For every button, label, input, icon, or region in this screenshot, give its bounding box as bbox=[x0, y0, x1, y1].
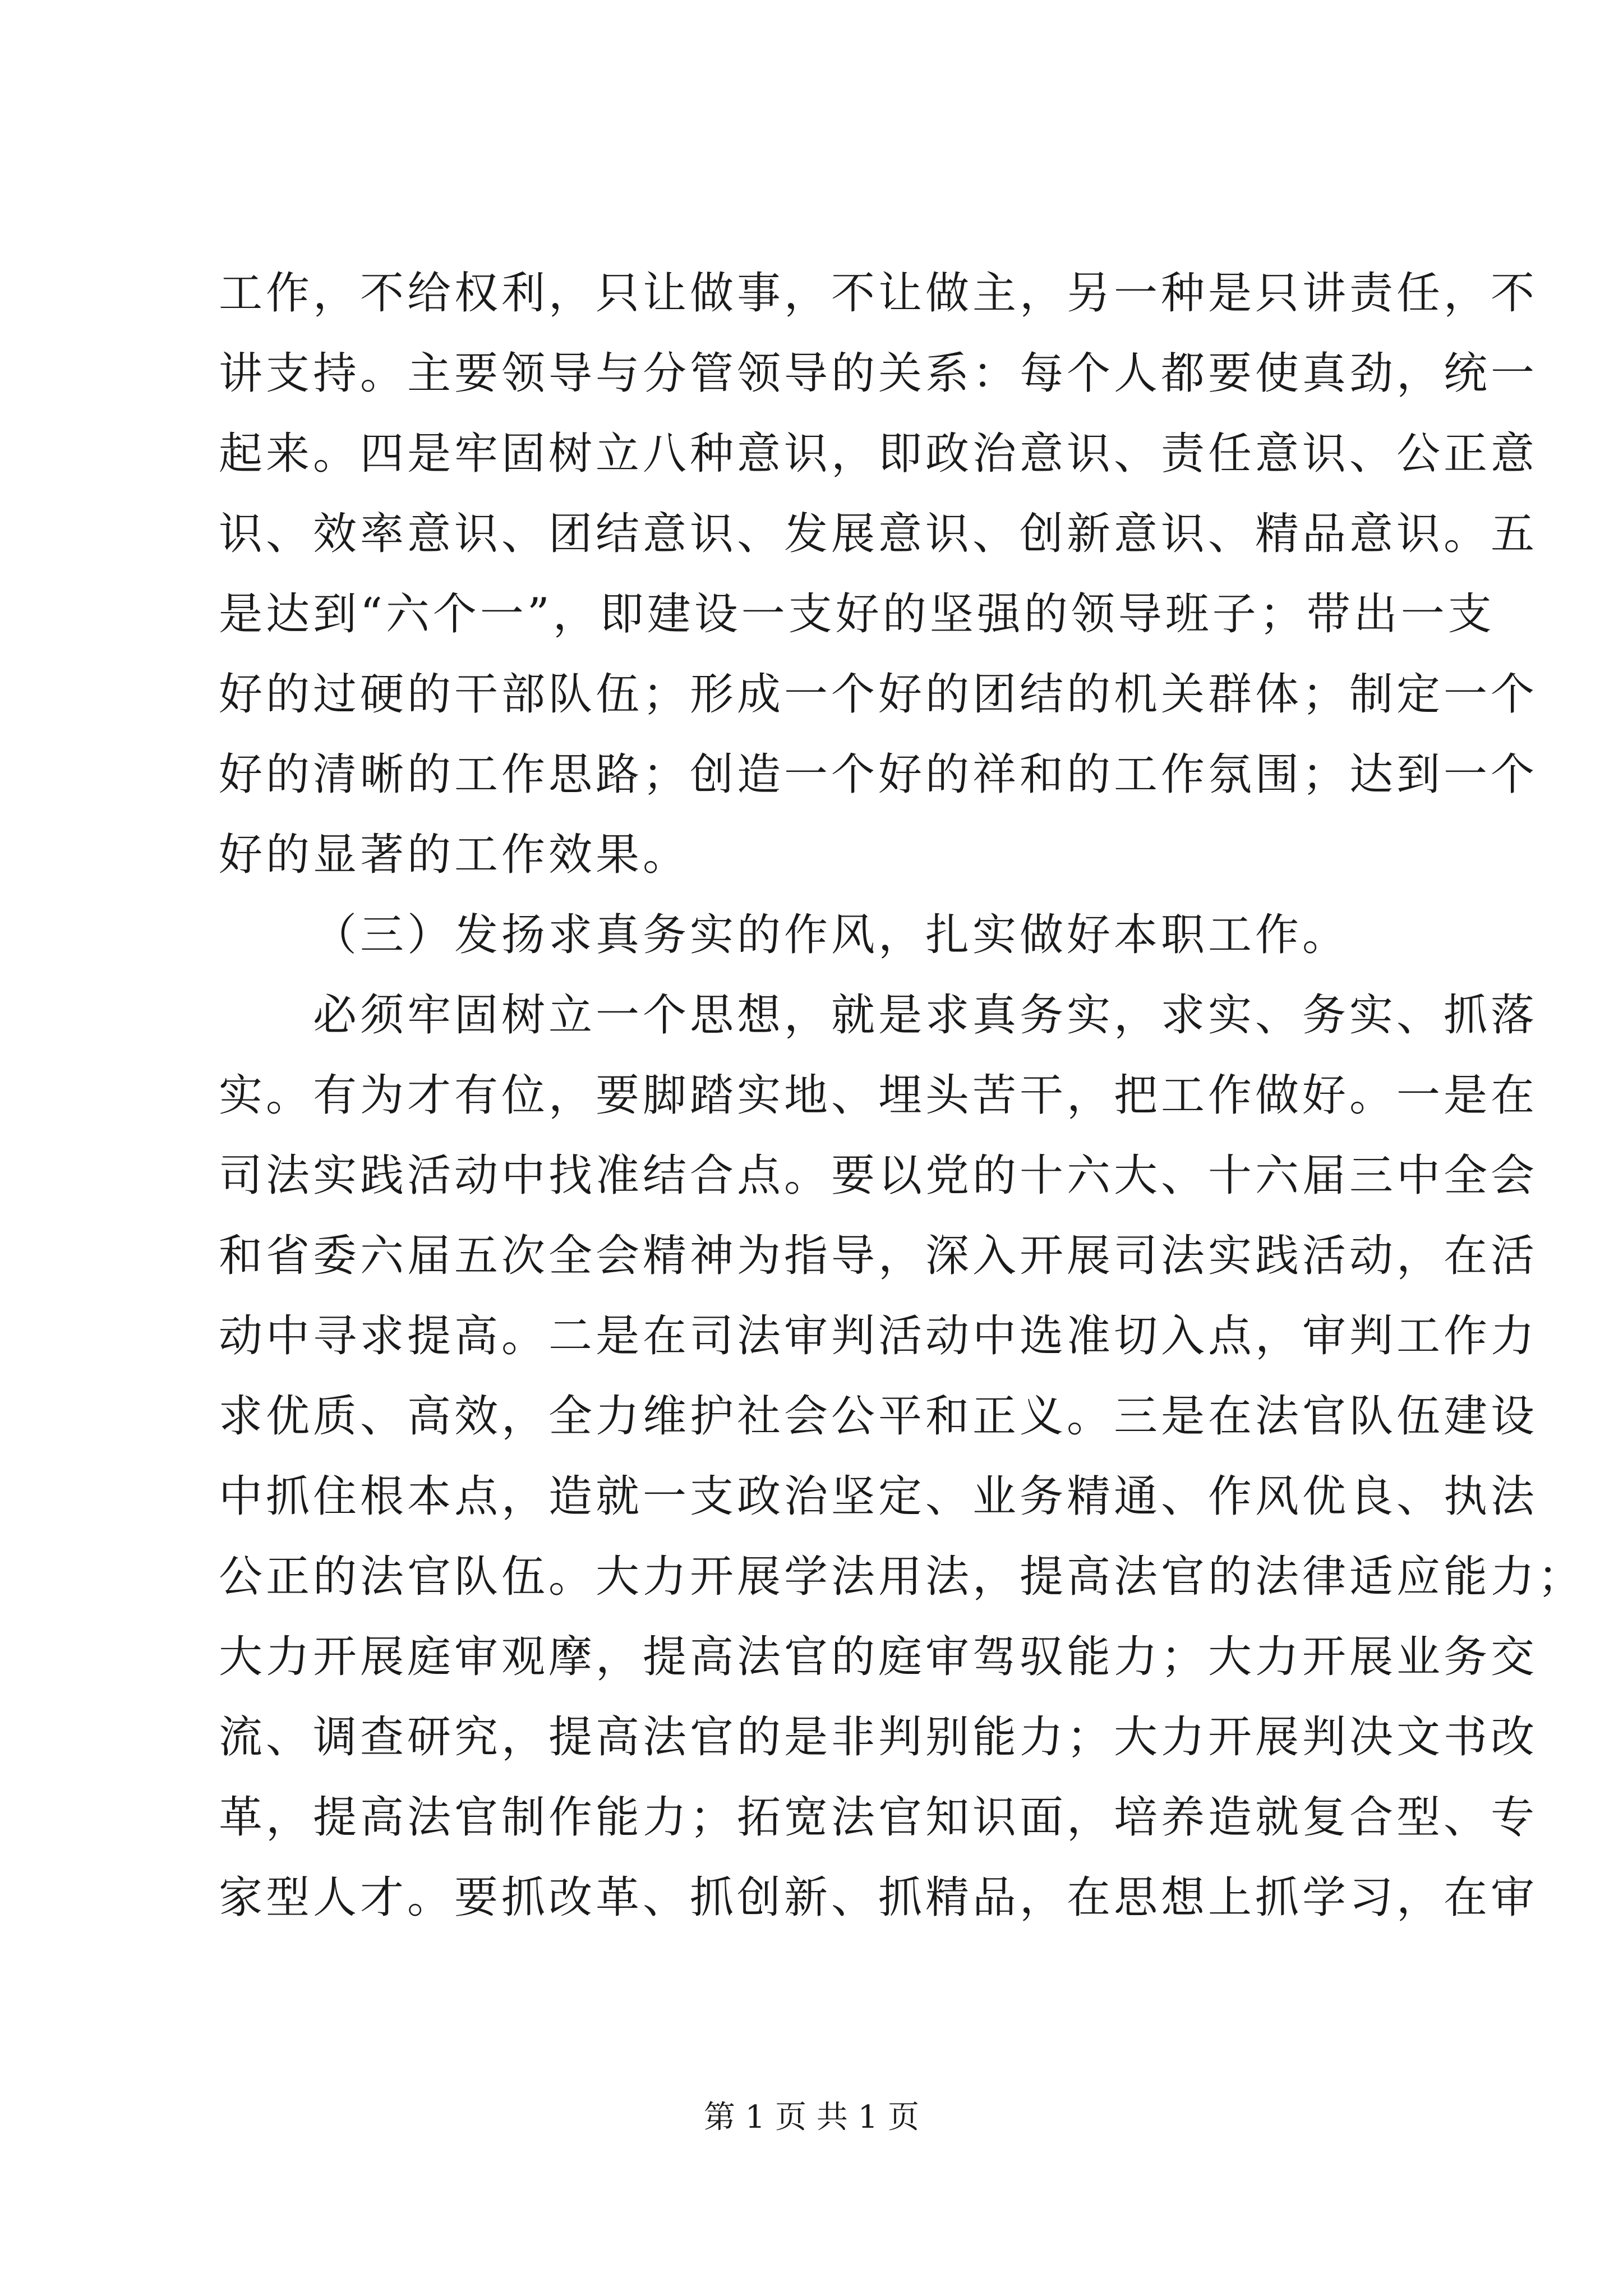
text-line: 司法实践活动中找准结合点。要以党的十六大、十六届三中全会 bbox=[219, 1151, 1538, 1201]
text-line: 革，提高法官制作能力；拓宽法官知识面，培养造就复合型、专 bbox=[219, 1792, 1538, 1843]
page-footer bbox=[0, 2095, 1623, 2140]
text-line: 家型人才。要抓改革、抓创新、抓精品，在思想上抓学习，在审 bbox=[219, 1872, 1538, 1923]
page-number: 第 1 页 共 1 页 bbox=[703, 2099, 920, 2136]
text-line: 好的显著的工作效果。 bbox=[219, 830, 690, 880]
text-line: 动中寻求提高。二是在司法审判活动中选准切入点，审判工作力 bbox=[219, 1311, 1538, 1361]
text-line: 识、效率意识、团结意识、发展意识、创新意识、精品意识。五 bbox=[219, 509, 1538, 559]
text-line: 求优质、高效，全力维护社会公平和正义。三是在法官队伍建设 bbox=[219, 1391, 1538, 1442]
text-line: 好的过硬的干部队伍；形成一个好的团结的机关群体；制定一个 bbox=[219, 669, 1538, 720]
text-line: 流、调查研究，提高法官的是非判别能力；大力开展判决文书改 bbox=[219, 1712, 1538, 1763]
section-heading: （三）发扬求真务实的作风，扎实做好本职工作。 bbox=[313, 910, 1350, 960]
text-line: 公正的法官队伍。大力开展学法用法，提高法官的法律适应能力； bbox=[219, 1552, 1585, 1602]
paragraph-first-line: 必须牢固树立一个思想，就是求真务实，求实、务实、抓落 bbox=[313, 990, 1538, 1041]
text-line: 是达到“六个一”，即建设一支好的坚强的领导班子；带出一支 bbox=[219, 589, 1495, 639]
text-line: 实。有为才有位，要脚踏实地、埋头苦干，把工作做好。一是在 bbox=[219, 1070, 1538, 1121]
text-line: 工作，不给权利，只让做事，不让做主，另一种是只讲责任，不 bbox=[219, 268, 1538, 319]
text-line: 和省委六届五次全会精神为指导，深入开展司法实践活动，在活 bbox=[219, 1231, 1538, 1281]
document-body bbox=[219, 254, 1585, 1938]
text-line: 好的清晰的工作思路；创造一个好的祥和的工作氛围；达到一个 bbox=[219, 749, 1538, 800]
text-line: 大力开展庭审观摩，提高法官的庭审驾驭能力；大力开展业务交 bbox=[219, 1632, 1538, 1682]
text-line: 中抓住根本点，造就一支政治坚定、业务精通、作风优良、执法 bbox=[219, 1471, 1538, 1522]
text-line: 讲支持。主要领导与分管领导的关系：每个人都要使真劲，统一 bbox=[219, 348, 1538, 399]
text-line: 起来。四是牢固树立八种意识，即政治意识、责任意识、公正意 bbox=[219, 429, 1538, 479]
